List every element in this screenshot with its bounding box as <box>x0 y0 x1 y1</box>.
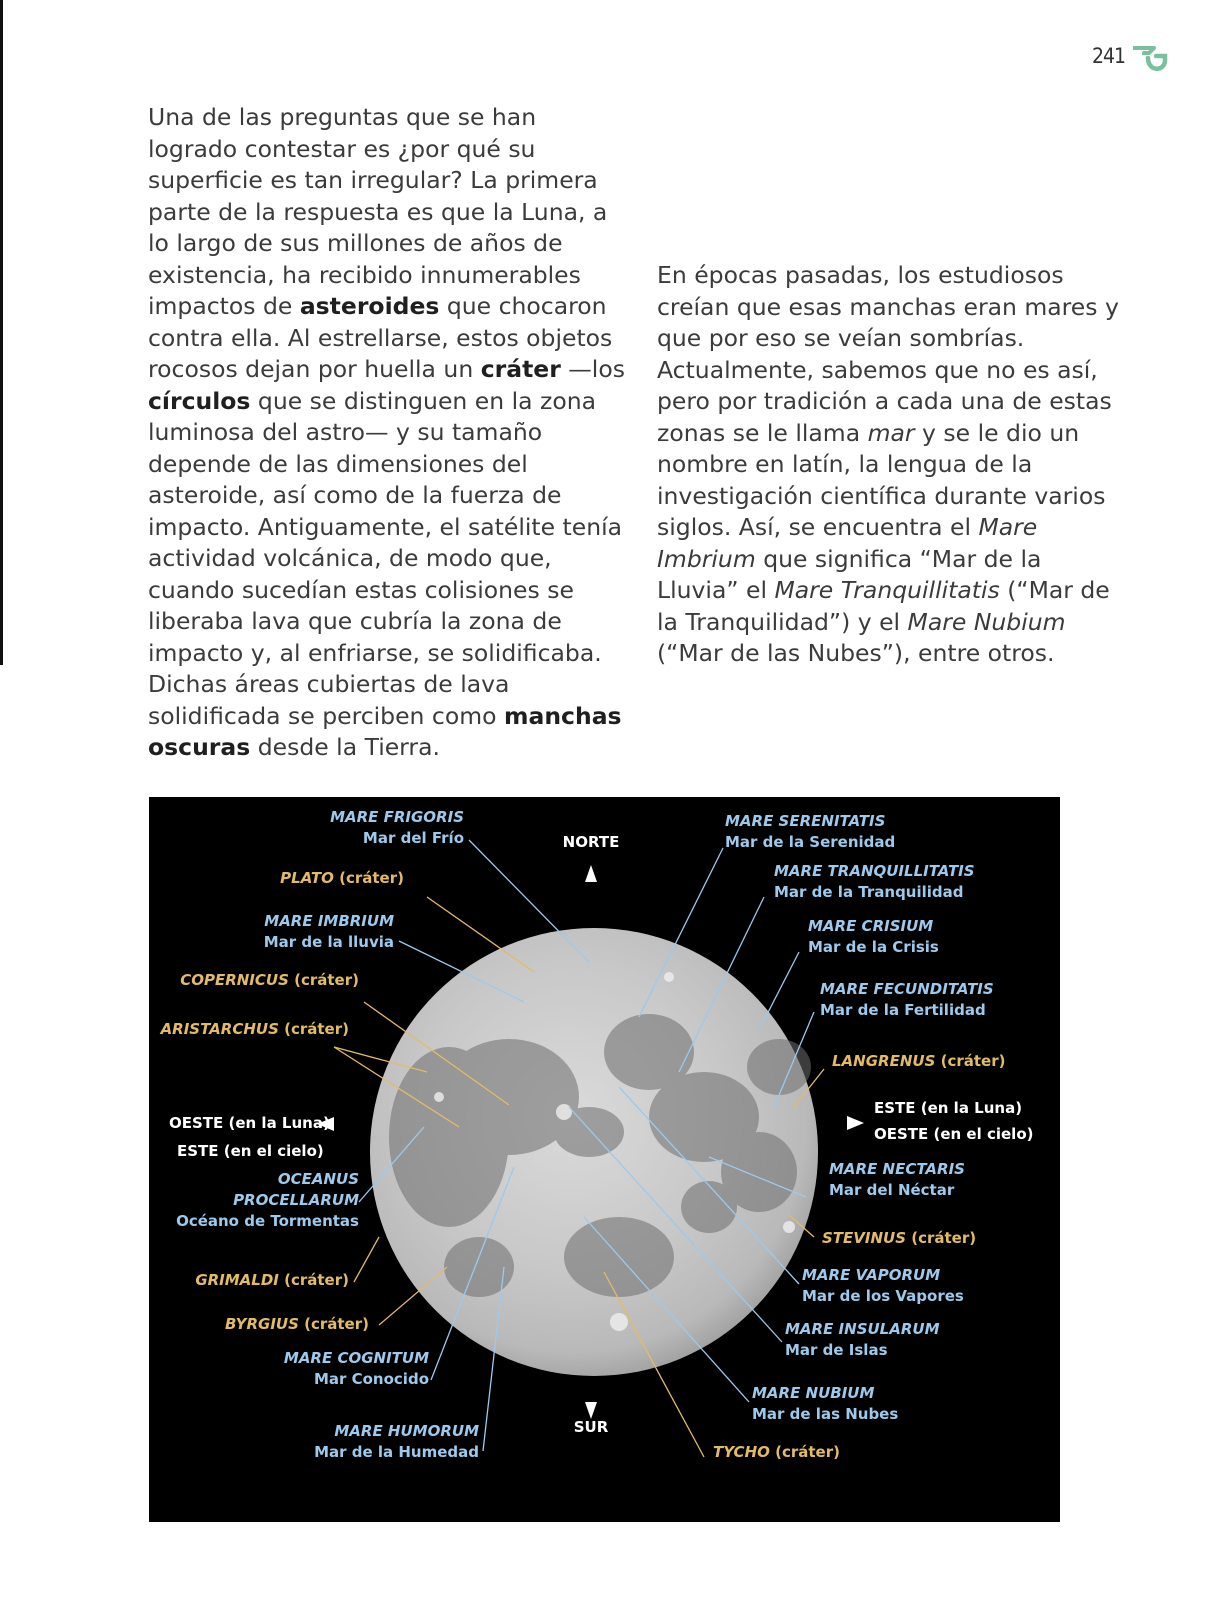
term-asteroides: asteroides <box>299 292 440 320</box>
label-mare-imbrium: MARE IMBRIUM Mar de la lluvia <box>263 912 394 951</box>
label-mare-nubium: MARE NUBIUM Mar de las Nubes <box>752 1384 899 1423</box>
north-arrow-icon <box>585 865 597 882</box>
label-oceanus-procellarum: OCEANUS PROCELLARUM Océano de Tormentas <box>176 1170 359 1230</box>
label-langrenus: LANGRENUS (cráter) <box>832 1052 1006 1070</box>
label-mare-vaporum: MARE VAPORUM Mar de los Vapores <box>802 1266 964 1305</box>
west-sky-label: OESTE (en el cielo) <box>874 1125 1034 1143</box>
east-moon-label: ESTE (en la Luna) <box>874 1099 1023 1117</box>
north-label: NORTE <box>562 833 620 851</box>
label-grimaldi: GRIMALDI (cráter) <box>195 1271 349 1289</box>
label-tycho: TYCHO (cráter) <box>713 1443 840 1461</box>
label-mare-cognitum: MARE COGNITUM Mar Conocido <box>283 1349 429 1388</box>
west-moon-label: OESTE (en la Luna) <box>169 1114 330 1132</box>
term-crater: cráter <box>480 355 561 383</box>
label-stevinus: STEVINUS (cráter) <box>822 1229 977 1247</box>
body-text-right-column <box>657 260 1122 670</box>
label-plato: PLATO (cráter) <box>280 869 404 887</box>
paragraph-craters: Una de las preguntas que se han logrado contestar es ¿por qué su superficie es tan irregular? La primera parte de la respuesta es que la Luna, a lo largo de sus millones de años de existencia, ha recibido innumerables impactos de asteroides que chocaron contra ella. Al estrellarse, estos objetos rocosos dejan por huella un cráter —los círculos que se distinguen en la zona luminosa del astro— y su tamaño depende de las dimensiones del asteroide, así como de la fuerza de impacto. Antiguamente, el satélite tenía actividad volcánica, de modo que, cuando sucedían estas colisiones se liberaba lava que cubría la zona de impacto y, al enfriarse, se solidificaba. Dichas áreas cubiertas de lava solidificada se perciben como manchas oscuras desde la Tierra. <box>148 103 625 761</box>
body-text-left-column <box>148 102 628 764</box>
label-mare-insularum: MARE INSULARUM Mar de Islas <box>785 1320 940 1359</box>
label-mare-serenitatis: MARE SERENITATIS Mar de la Serenidad <box>725 812 896 851</box>
page-edge-rule <box>0 0 3 665</box>
label-copernicus: COPERNICUS (cráter) <box>180 971 359 989</box>
label-mare-crisium: MARE CRISIUM Mar de la Crisis <box>808 917 939 956</box>
east-arrow-icon <box>847 1116 864 1130</box>
label-byrgius: BYRGIUS (cráter) <box>224 1315 369 1333</box>
section-logo-icon <box>1132 46 1168 76</box>
label-mare-frigoris: MARE FRIGORIS Mar del Frío <box>330 808 464 847</box>
paragraph-mares: En épocas pasadas, los estudiosos creían que esas manchas eran mares y que por eso se veían sombrías. Actualmente, sabemos que no es así, pero por tradición a cada una de estas zonas se le llama mar y se le dio un nombre en latín, la lengua de la investigación científica durante varios siglos. Así, se encuentra el Mare Imbrium que significa “Mar de la Lluvia” el Mare Tranquillitatis (“Mar de la Tranquilidad”) y el Mare Nubium (“Mar de las Nubes”), entre otros. <box>657 261 1119 667</box>
label-mare-fecunditatis: MARE FECUNDITATIS Mar de la Fertilidad <box>820 980 994 1019</box>
moon-map-figure <box>149 797 1060 1522</box>
page-number: 241 <box>1092 44 1126 68</box>
term-circulos: círculos <box>148 386 251 415</box>
label-mare-nectaris: MARE NECTARIS Mar del Néctar <box>829 1160 965 1199</box>
label-aristarchus: ARISTARCHUS (cráter) <box>160 1020 349 1038</box>
label-mare-tranquillitatis: MARE TRANQUILLITATIS Mar de la Tranquilidad <box>774 862 975 901</box>
south-label: SUR <box>573 1418 609 1436</box>
east-sky-label: ESTE (en el cielo) <box>177 1142 324 1160</box>
label-mare-humorum: MARE HUMORUM Mar de la Humedad <box>314 1422 479 1461</box>
term-manchas-oscuras: manchas oscuras <box>148 701 622 761</box>
